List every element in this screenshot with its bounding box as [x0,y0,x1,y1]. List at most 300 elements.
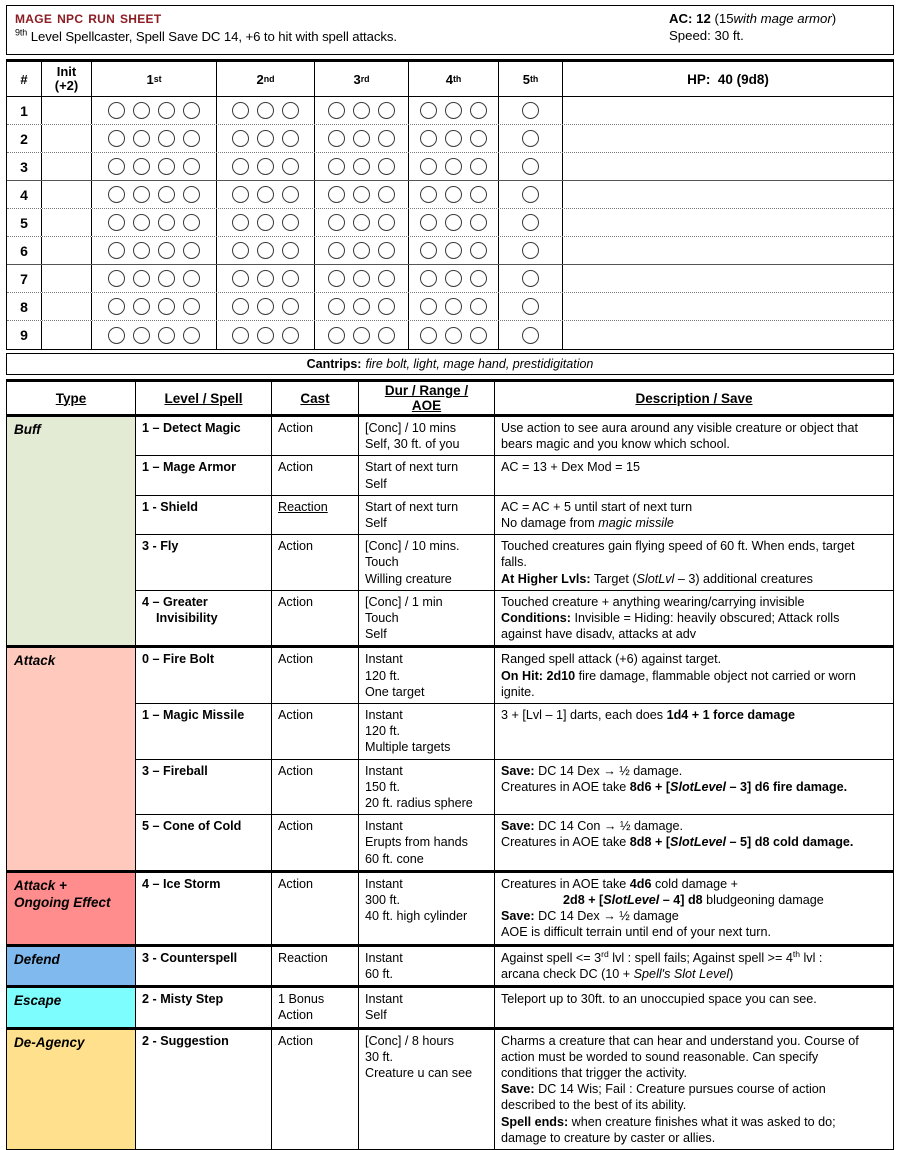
initiative-input[interactable] [42,209,92,236]
spell-slot-checkbox[interactable] [133,102,150,119]
spell-slot-checkbox[interactable] [522,298,539,315]
slot-cell-level-4 [409,237,499,264]
initiative-input[interactable] [42,293,92,320]
slot-grid-row [7,153,893,181]
slot-cell-level-2 [217,209,315,236]
slot-grid-row [7,237,893,265]
slot-cell-level-3 [315,125,409,152]
spell-slot-checkbox[interactable] [420,158,437,175]
slot-cell-level-1 [92,97,217,124]
spell-slot-checkbox[interactable] [470,270,487,287]
spell-slot-checkbox[interactable] [470,130,487,147]
level-number: 4 [445,71,453,87]
spell-slot-checkbox[interactable] [158,327,175,344]
slot-cell-level-2 [217,321,315,349]
spell-slot-checkbox[interactable] [328,102,345,119]
spell-cast-cell: Action [272,1030,359,1149]
header-stats [661,6,893,54]
spell-slot-checkbox[interactable] [183,214,200,231]
th-description-save: Description / Save [635,390,753,406]
spell-slot-checkbox[interactable] [158,298,175,315]
spell-slot-checkbox[interactable] [328,214,345,231]
spell-row[interactable] [136,760,893,816]
spell-slot-checkbox[interactable] [470,102,487,119]
initiative-input[interactable] [42,97,92,124]
spell-slot-checkbox[interactable] [108,242,125,259]
spell-slot-checkbox[interactable] [420,102,437,119]
spell-group-type-label: Attack + Ongoing Effect [7,873,136,944]
spell-slot-checkbox[interactable] [158,242,175,259]
spell-slot-checkbox[interactable] [522,130,539,147]
spell-slot-checkbox[interactable] [353,158,370,175]
col-header-level-1: 1 st [92,62,217,96]
round-number: 7 [7,265,42,292]
spell-duration-cell: [Conc] / 10 mins. Touch Willing creature [359,535,495,590]
spell-slot-checkbox[interactable] [522,186,539,203]
spell-slot-checkbox[interactable] [257,130,274,147]
speed-value: 30 ft. [714,28,744,43]
slot-cell-level-1 [92,321,217,349]
spell-duration-cell: Start of next turn Self [359,456,495,494]
spell-name-cell: 4 – Ice Storm [136,873,272,944]
spell-slot-checkbox[interactable] [133,270,150,287]
spell-slot-checkbox[interactable] [378,242,395,259]
ac-note-open: (15 [714,11,734,26]
round-number: 9 [7,321,42,349]
spell-slot-checkbox[interactable] [183,130,200,147]
initiative-input[interactable] [42,265,92,292]
spell-slot-checkbox[interactable] [353,186,370,203]
spell-slot-checkbox[interactable] [183,327,200,344]
spell-name-cell: 1 – Detect Magic [136,417,272,455]
slot-grid-row [7,265,893,293]
spell-duration-cell: Instant Self [359,988,495,1026]
spell-slot-checkbox[interactable] [470,186,487,203]
spell-slot-checkbox[interactable] [378,186,395,203]
spell-group-type-label: Buff [7,417,136,645]
spell-slot-checkbox[interactable] [420,242,437,259]
spell-slot-checkbox[interactable] [108,270,125,287]
spell-group-rows [136,648,893,869]
slot-cell-level-5 [499,209,563,236]
slot-cell-level-3 [315,237,409,264]
slot-grid-row [7,209,893,237]
spell-slot-checkbox[interactable] [133,186,150,203]
spell-group-rows [136,947,893,985]
spell-slot-checkbox[interactable] [420,327,437,344]
spell-slot-checkbox[interactable] [158,158,175,175]
spell-slot-checkbox[interactable] [378,130,395,147]
slot-cell-level-4 [409,265,499,292]
slot-cell-level-5 [499,265,563,292]
spell-group [7,947,893,988]
spell-slot-checkbox[interactable] [445,130,462,147]
slot-cell-level-5 [499,293,563,320]
round-number: 3 [7,153,42,180]
spell-slot-checkbox[interactable] [378,214,395,231]
spell-slot-checkbox[interactable] [282,270,299,287]
spell-slot-checkbox[interactable] [133,130,150,147]
spell-group-type-label: Escape [7,988,136,1026]
spell-description-cell: Touched creature + anything wearing/carrying invisible Conditions: Invisible = Hiding: heavily obscured; Attack rolls against have disadv, attacks at adv [501,594,840,642]
spell-slot-checkbox[interactable] [232,186,249,203]
spell-row[interactable] [136,417,893,456]
spell-description-cell: Creatures in AOE take 4d6 cold damage + 2d8 + [SlotLevel – 4] d8 bludgeoning damage Save: DC 14 Dex → ½ damage AOE is difficult terrain until end of your next turn. [501,876,824,940]
slot-cell-level-2 [217,125,315,152]
spell-slot-checkbox[interactable] [522,270,539,287]
spell-slot-checkbox[interactable] [470,242,487,259]
spell-slot-checkbox[interactable] [108,327,125,344]
spell-cast-cell: Action [272,760,359,815]
slot-cell-level-1 [92,153,217,180]
spell-cast-cell: Action [272,417,359,455]
spell-slot-checkbox[interactable] [108,158,125,175]
slot-cell-level-3 [315,181,409,208]
spell-group [7,1030,893,1149]
spell-cast-cell: Action [272,591,359,646]
spell-cast-cell: Action [272,648,359,703]
spell-row[interactable] [136,988,893,1026]
spell-slot-checkbox[interactable] [353,327,370,344]
slot-cell-level-4 [409,125,499,152]
slot-cell-level-1 [92,181,217,208]
level-number: 2 [256,71,264,87]
spell-slot-checkbox[interactable] [522,102,539,119]
spell-slot-checkbox[interactable] [378,270,395,287]
spell-slot-checkbox[interactable] [445,158,462,175]
spell-slot-checkbox[interactable] [232,130,249,147]
spell-slot-checkbox[interactable] [133,214,150,231]
spell-slot-checkbox[interactable] [353,298,370,315]
spell-slot-checkbox[interactable] [470,214,487,231]
col-header-level-5: 5 th [499,62,563,96]
hp-cell [563,62,893,96]
spell-slot-checkbox[interactable] [328,130,345,147]
spell-description-cell: Save: DC 14 Con → ½ damage. Creatures in AOE take 8d8 + [SlotLevel – 5] d8 cold damage. [501,819,854,850]
hp-value: 40 (9d8) [717,71,769,87]
slot-cell-level-3 [315,153,409,180]
spell-group [7,648,893,872]
spell-slot-checkbox[interactable] [232,242,249,259]
spell-slot-checkbox[interactable] [257,298,274,315]
slot-grid-row [7,321,893,349]
th-dur-range-aoe: Dur / Range / AOE [359,382,495,414]
spell-duration-cell: Instant 300 ft. 40 ft. high cylinder [359,873,495,944]
spell-slot-checkbox[interactable] [445,327,462,344]
spell-name-cell: 4 – Greater Invisibility [136,591,272,646]
spell-slot-checkbox[interactable] [133,327,150,344]
slot-cell-level-1 [92,265,217,292]
spell-slot-checkbox[interactable] [378,102,395,119]
spell-name-cell: 2 - Misty Step [136,988,272,1026]
spell-group-type-label: Attack [7,648,136,869]
spell-slot-checkbox[interactable] [353,102,370,119]
spell-slot-checkbox[interactable] [328,298,345,315]
spell-duration-cell: Start of next turn Self [359,496,495,534]
spell-slot-checkbox[interactable] [183,158,200,175]
spell-slot-checkbox[interactable] [133,298,150,315]
spell-slot-checkbox[interactable] [522,327,539,344]
slot-cell-level-1 [92,237,217,264]
spell-slot-checkbox[interactable] [378,327,395,344]
subtitle-level-sup: 9th [15,27,28,38]
spell-slot-checkbox[interactable] [470,158,487,175]
spell-slot-grid [6,59,894,350]
round-number: 8 [7,293,42,320]
spell-slot-checkbox[interactable] [522,158,539,175]
col-header-level-4: 4 th [409,62,499,96]
spell-name-cell: 1 – Mage Armor [136,456,272,494]
round-number: 5 [7,209,42,236]
spell-slot-checkbox[interactable] [232,270,249,287]
spell-slot-checkbox[interactable] [158,102,175,119]
spell-slot-checkbox[interactable] [522,242,539,259]
spell-slot-checkbox[interactable] [353,242,370,259]
spell-duration-cell: Instant 120 ft. One target [359,648,495,703]
slot-grid-header [7,62,893,97]
spell-slot-checkbox[interactable] [108,130,125,147]
spell-slot-checkbox[interactable] [445,102,462,119]
slot-cell-level-2 [217,181,315,208]
spell-group [7,873,893,947]
ac-note-italic: with mage armor [733,11,832,26]
slot-cell-level-4 [409,209,499,236]
hp-tracker-input[interactable] [563,125,893,152]
spell-slot-checkbox[interactable] [282,186,299,203]
spell-slot-checkbox[interactable] [257,214,274,231]
spell-slot-checkbox[interactable] [420,130,437,147]
spell-description-cell: Ranged spell attack (+6) against target. On Hit: 2d10 fire damage, flammable object not carried or worn ignite. [501,652,856,699]
slot-cell-level-5 [499,181,563,208]
spell-slot-checkbox[interactable] [353,130,370,147]
spell-slot-checkbox[interactable] [232,102,249,119]
spell-group-type-label: Defend [7,947,136,985]
slot-cell-level-4 [409,181,499,208]
spell-slot-checkbox[interactable] [183,102,200,119]
spell-slot-checkbox[interactable] [282,158,299,175]
spell-cast-cell: Action [272,873,359,944]
spell-slot-checkbox[interactable] [445,186,462,203]
spell-duration-cell: [Conc] / 1 min Touch Self [359,591,495,646]
slot-cell-level-1 [92,125,217,152]
hp-label: HP: [687,71,711,87]
spell-row[interactable] [136,591,893,646]
spell-name-cell: 3 - Counterspell [136,947,272,985]
slot-cell-level-2 [217,97,315,124]
spell-row[interactable] [136,496,893,535]
hp-tracker-input[interactable] [563,293,893,320]
spell-slot-checkbox[interactable] [420,186,437,203]
hp-tracker-input[interactable] [563,181,893,208]
spell-slot-checkbox[interactable] [328,242,345,259]
spell-slot-checkbox[interactable] [232,327,249,344]
speed-line [669,27,893,44]
spell-slot-checkbox[interactable] [282,298,299,315]
spell-row[interactable] [136,648,893,704]
spell-slot-checkbox[interactable] [257,186,274,203]
spell-name-cell: 3 – Fireball [136,760,272,815]
spell-row[interactable] [136,815,893,870]
page-subtitle [15,29,661,45]
spell-slot-checkbox[interactable] [328,327,345,344]
col-header-level-3: 3 rd [315,62,409,96]
spell-slot-checkbox[interactable] [328,270,345,287]
spell-name-cell: 0 – Fire Bolt [136,648,272,703]
ac-note-close: ) [831,11,837,26]
spell-slot-checkbox[interactable] [232,158,249,175]
spell-slot-checkbox[interactable] [183,270,200,287]
header-left [7,6,661,54]
slot-cell-level-5 [499,153,563,180]
spell-slot-checkbox[interactable] [158,130,175,147]
spell-slot-checkbox[interactable] [158,186,175,203]
spell-slot-checkbox[interactable] [133,242,150,259]
spell-slot-checkbox[interactable] [420,214,437,231]
spell-slot-checkbox[interactable] [282,102,299,119]
spell-slot-checkbox[interactable] [257,327,274,344]
slot-cell-level-4 [409,97,499,124]
initiative-input[interactable] [42,237,92,264]
slot-grid-row [7,97,893,125]
spell-slot-checkbox[interactable] [445,214,462,231]
slot-cell-level-2 [217,293,315,320]
spell-slot-checkbox[interactable] [470,327,487,344]
level-number: 3 [353,71,361,87]
spell-slot-checkbox[interactable] [328,186,345,203]
spell-group-type-label: De-Agency [7,1030,136,1149]
slot-cell-level-5 [499,237,563,264]
slot-cell-level-4 [409,153,499,180]
slot-grid-row [7,293,893,321]
hp-tracker-input[interactable] [563,265,893,292]
spell-description-cell: Teleport up to 30ft. to an unoccupied space you can see. [501,992,817,1007]
spell-row[interactable] [136,456,893,495]
spell-name-cell: 2 - Suggestion [136,1030,272,1149]
slot-grid-body [7,97,893,349]
spell-group [7,417,893,648]
spell-row[interactable] [136,535,893,591]
slot-cell-level-1 [92,209,217,236]
spell-duration-cell: [Conc] / 8 hours 30 ft. Creature u can see [359,1030,495,1149]
spell-slot-checkbox[interactable] [183,298,200,315]
spell-slot-checkbox[interactable] [378,158,395,175]
spell-slot-checkbox[interactable] [183,186,200,203]
slot-cell-level-2 [217,265,315,292]
spell-slot-checkbox[interactable] [282,214,299,231]
spell-slot-checkbox[interactable] [108,102,125,119]
spell-slot-checkbox[interactable] [353,270,370,287]
spell-slot-checkbox[interactable] [378,298,395,315]
spell-description-cell: AC = AC + 5 until start of next turn No damage from magic missile [501,499,693,531]
initiative-input[interactable] [42,153,92,180]
spell-group-rows [136,873,893,944]
spell-cast-cell: Reaction [272,947,359,985]
spell-description-cell: Against spell <= 3rd lvl : spell fails; Against spell >= 4th lvl : arcana check DC (10 + Spell's Slot Level) [501,948,823,981]
spell-slot-checkbox[interactable] [232,298,249,315]
ac-line [669,10,893,27]
round-number: 4 [7,181,42,208]
spell-slot-checkbox[interactable] [108,186,125,203]
spell-slot-checkbox[interactable] [257,158,274,175]
slot-cell-level-2 [217,237,315,264]
spell-name-cell: 1 - Shield [136,496,272,534]
spell-row[interactable] [136,704,893,760]
spell-slot-checkbox[interactable] [420,298,437,315]
spell-description-cell: Use action to see aura around any visible creature or object that bears magic and you know which school. [501,421,859,452]
spell-slot-checkbox[interactable] [232,214,249,231]
cantrips-value: fire bolt, light, mage hand, prestidigitation [365,357,594,371]
spell-slot-checkbox[interactable] [445,270,462,287]
ac-value: 12 [696,11,711,26]
spell-description-cell: Touched creatures gain flying speed of 60 ft. When ends, target falls. At Higher Lvls: Target (SlotLvl – 3) additional creatures [501,539,855,586]
col-header-init [42,62,92,96]
spell-slot-checkbox[interactable] [282,130,299,147]
slot-cell-level-3 [315,209,409,236]
spell-slot-checkbox[interactable] [257,270,274,287]
level-number: 1 [146,71,154,87]
slot-cell-level-4 [409,321,499,349]
spell-row[interactable] [136,873,893,944]
slot-cell-level-3 [315,97,409,124]
col-header-level-2: 2 nd [217,62,315,96]
spell-slot-checkbox[interactable] [282,327,299,344]
hp-tracker-input[interactable] [563,237,893,264]
spell-name-cell: 1 – Magic Missile [136,704,272,759]
spell-row[interactable] [136,1030,893,1149]
spell-slot-checkbox[interactable] [445,242,462,259]
spell-row[interactable] [136,947,893,985]
spell-slot-checkbox[interactable] [257,242,274,259]
spell-cast-cell: Action [272,704,359,759]
spell-description-cell: Charms a creature that can hear and understand you. Course of action must be worded to sound reasonable. Can specify conditions that trigger the activity. Save: DC 14 Wis; Fail : Creature pursues course of action described to the best of its ability. Spell ends: when creature finishes what it was asked to do; damage to creature by caster or allies. [501,1033,859,1145]
slot-grid-row [7,181,893,209]
initiative-input[interactable] [42,321,92,349]
slot-cell-level-3 [315,293,409,320]
spell-slot-checkbox[interactable] [257,102,274,119]
spell-name-cell: 3 - Fly [136,535,272,590]
initiative-input[interactable] [42,181,92,208]
spell-group-rows [136,417,893,645]
spell-cast-cell: Reaction [272,496,359,534]
spell-description-cell: 3 + [Lvl – 1] darts, each does 1d4 + 1 force damage [501,708,796,723]
spell-slot-checkbox[interactable] [108,214,125,231]
hp-tracker-input[interactable] [563,321,893,349]
spell-slot-checkbox[interactable] [445,298,462,315]
hp-tracker-input[interactable] [563,153,893,180]
spell-description-cell: Save: DC 14 Dex → ½ damage. Creatures in AOE take 8d6 + [SlotLevel – 3] d6 fire damage. [501,763,848,794]
initiative-input[interactable] [42,125,92,152]
spell-duration-cell: Instant 120 ft. Multiple targets [359,704,495,759]
init-modifier: (+2) [54,78,79,93]
spell-slot-checkbox[interactable] [158,214,175,231]
spell-slot-checkbox[interactable] [470,298,487,315]
spell-table-header [7,382,893,417]
spell-slot-checkbox[interactable] [108,298,125,315]
spell-slot-checkbox[interactable] [353,214,370,231]
hp-tracker-input[interactable] [563,209,893,236]
hp-tracker-input[interactable] [563,97,893,124]
spell-slot-checkbox[interactable] [158,270,175,287]
spell-slot-checkbox[interactable] [522,214,539,231]
header-block [6,5,894,55]
spell-group-rows [136,1030,893,1149]
spell-slot-checkbox[interactable] [328,158,345,175]
th-type: Type [7,382,136,414]
spell-slot-checkbox[interactable] [133,158,150,175]
spell-slot-checkbox[interactable] [420,270,437,287]
spell-slot-checkbox[interactable] [183,242,200,259]
spell-slot-checkbox[interactable] [282,242,299,259]
